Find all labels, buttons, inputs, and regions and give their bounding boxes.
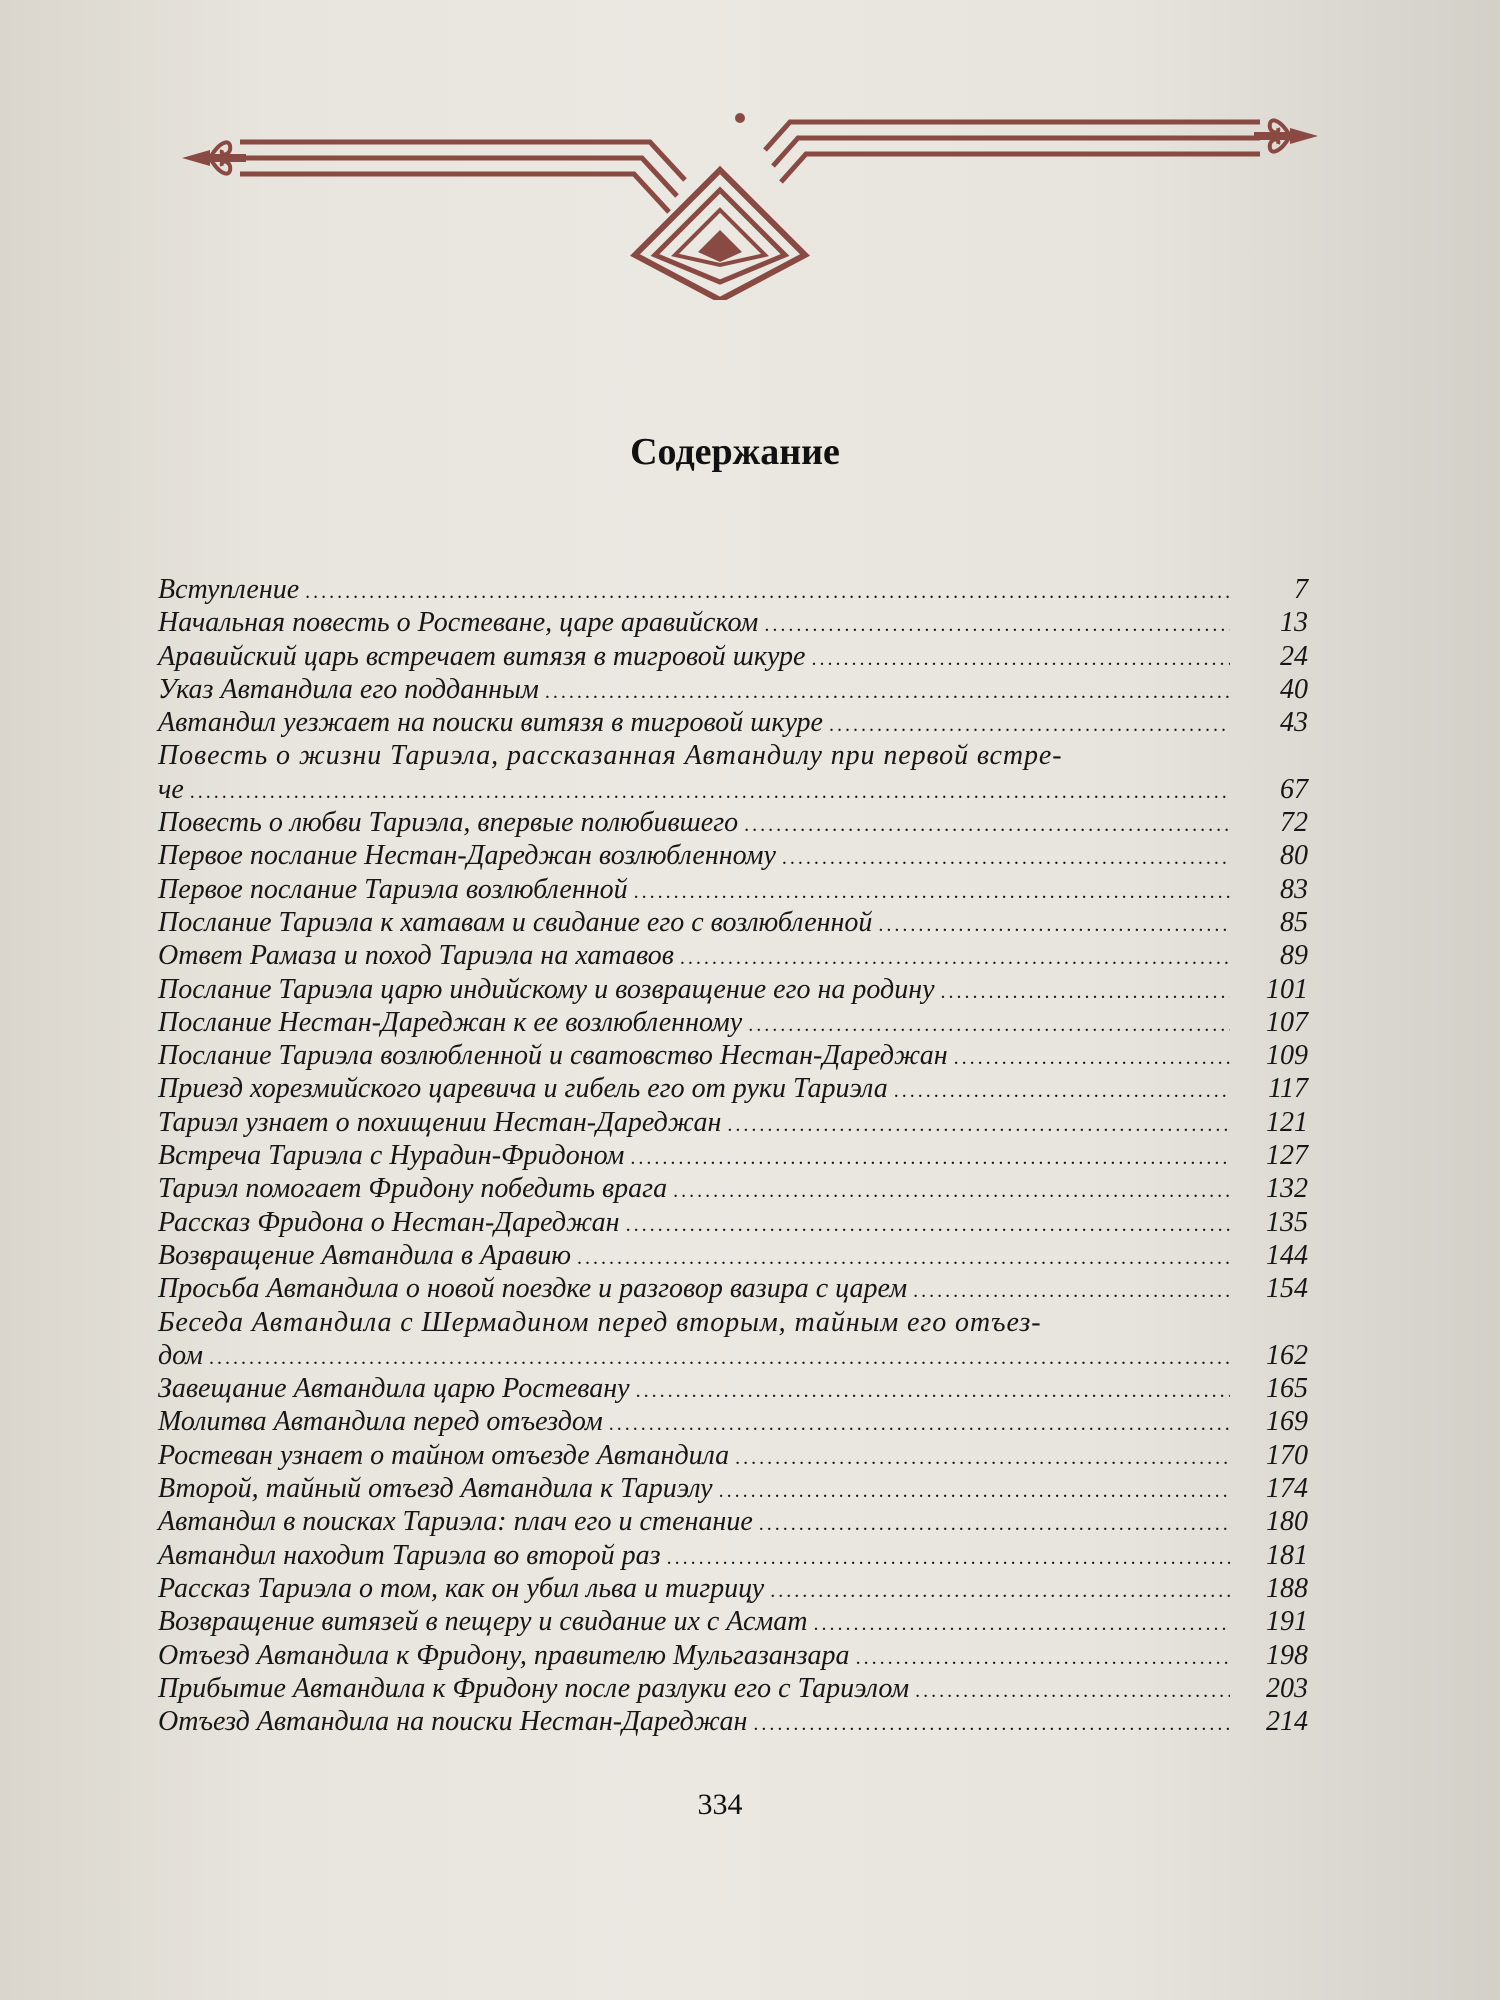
toc-entry-title-line2: дом (158, 1339, 203, 1371)
toc-entry (158, 906, 1308, 939)
toc-entry-page: 203 (1266, 1672, 1308, 1704)
dot-leader (894, 1075, 1230, 1108)
dot-leader (856, 1642, 1230, 1675)
toc-entry (158, 673, 1308, 706)
toc-entry (158, 1539, 1308, 1572)
toc-entry (158, 1139, 1308, 1172)
dot-leader (630, 1142, 1230, 1175)
toc-entry (158, 939, 1308, 972)
toc-entry-title: Приезд хорезмийского царевича и гибель его от руки Тариэла (158, 1073, 888, 1105)
toc-entry (158, 640, 1308, 673)
toc-entry (158, 1439, 1308, 1472)
toc-entry-title: Автандил уезжает на поиски витязя в тигровой шкуре (158, 707, 823, 739)
toc-entry-title: Автандил находит Тариэла во второй раз (158, 1539, 661, 1571)
toc-entry-title: Просьба Автандила о новой поездке и разговор вазира с царем (158, 1273, 908, 1305)
toc-entry-page: 43 (1280, 707, 1308, 739)
toc-entry-title: Указ Автандила его подданным (158, 673, 539, 705)
toc-entry (158, 1239, 1308, 1272)
dot-leader (744, 809, 1230, 842)
toc-entry-title: Послание Тариэла царю индийскому и возвращение его на родину (158, 973, 935, 1005)
toc-entry-page: 188 (1266, 1572, 1308, 1604)
toc-entry (158, 1505, 1308, 1538)
toc-entry-page: 132 (1266, 1173, 1308, 1205)
page-number: 334 (697, 1788, 743, 1821)
toc-entry (158, 873, 1308, 906)
toc-entry (158, 573, 1308, 606)
dot-leader (753, 1708, 1230, 1741)
toc-entry-page: 83 (1280, 873, 1308, 905)
toc-entry-page: 121 (1266, 1106, 1308, 1138)
toc-entry-title: Повесть о любви Тариэла, впервые полюбившего (158, 807, 739, 839)
dot-leader (764, 609, 1230, 642)
toc-entry (158, 706, 1308, 739)
toc-entry-title: Тариэл помогает Фридону победить врага (158, 1173, 668, 1205)
toc-entry (158, 1372, 1308, 1405)
toc-entry-page: 89 (1280, 940, 1308, 972)
toc-entry-page: 214 (1266, 1706, 1308, 1738)
toc-entry-title: Ростеван узнает о тайном отъезде Автандила (158, 1439, 730, 1471)
toc-entry-page: 101 (1266, 973, 1308, 1005)
toc-entry (158, 1705, 1308, 1738)
toc-entry-title: Завещание Автандила царю Ростевану (158, 1373, 630, 1405)
dot-leader (680, 942, 1230, 975)
dot-leader (814, 1608, 1231, 1641)
dot-leader (915, 1675, 1230, 1708)
toc-entry (158, 1206, 1308, 1239)
toc-entry-title: Послание Тариэла возлюбленной и сватовство Нестан-Дареджан (158, 1040, 948, 1072)
toc-entry-title: Начальная повесть о Ростеване, царе аравийском (158, 607, 759, 639)
toc-entry-title: Возвращение витязей в пещеру и свидание их с Асмат (158, 1606, 808, 1638)
toc-entry-title: Послание Тариэла к хатавам и свидание его с возлюбленной (158, 906, 873, 938)
toc-entry-page: 165 (1266, 1373, 1308, 1405)
toc-entry-page: 127 (1266, 1140, 1308, 1172)
toc-entry (158, 739, 1308, 806)
dot-leader (941, 976, 1230, 1009)
toc-entry (158, 606, 1308, 639)
toc-entry-title: Рассказ Фридона о Нестан-Дареджан (158, 1206, 620, 1238)
toc-entry-page: 181 (1266, 1539, 1308, 1571)
dot-leader (748, 1009, 1230, 1042)
toc-entry-page: 7 (1294, 574, 1308, 605)
toc-entry-page: 198 (1266, 1639, 1308, 1671)
toc-entry-title: Рассказ Тариэла о том, как он убил льва и тигрицу (158, 1572, 765, 1604)
dot-leader (719, 1475, 1230, 1508)
toc-entry (158, 1072, 1308, 1105)
dot-leader (759, 1508, 1230, 1541)
toc-entry (158, 1106, 1308, 1139)
dot-leader (209, 1342, 1230, 1375)
dot-leader (577, 1242, 1230, 1275)
toc-entry-title: Отъезд Автандила на поиски Нестан-Дареджан (158, 1706, 748, 1738)
toc-entry-page: 174 (1266, 1473, 1308, 1505)
toc-entry-title: Отъезд Автандила к Фридону, правителю Мульгазанзара (158, 1639, 850, 1671)
toc-entry (158, 1405, 1308, 1438)
toc-entry-title: Тариэл узнает о похищении Нестан-Дареджан (158, 1106, 722, 1138)
dot-leader (878, 909, 1230, 942)
toc-entry (158, 1306, 1308, 1373)
toc-entry-title: Вступление (158, 574, 300, 605)
toc-entry-page: 72 (1280, 807, 1308, 839)
toc-entry-page: 169 (1266, 1406, 1308, 1438)
dot-leader (634, 876, 1230, 909)
dot-leader (609, 1408, 1230, 1441)
dot-leader (636, 1375, 1230, 1408)
toc-entry-page: 117 (1268, 1073, 1308, 1105)
toc-entry (158, 1039, 1308, 1072)
toc-entry-title-line2: че (158, 773, 184, 805)
toc-entry-title: Автандил в поисках Тариэла: плач его и стенание (158, 1506, 753, 1538)
toc-entry-page: 170 (1266, 1439, 1308, 1471)
toc-entry (158, 1605, 1308, 1638)
page-title: Содержание (630, 431, 840, 473)
toc-entry (158, 1172, 1308, 1205)
dot-leader (770, 1575, 1230, 1608)
toc-entry-page: 135 (1266, 1206, 1308, 1238)
toc-entry-page: 67 (1280, 773, 1308, 805)
toc-entry (158, 839, 1308, 872)
toc-entry-title: Ответ Рамаза и поход Тариэла на хатавов (158, 940, 674, 972)
toc-entry-page: 13 (1280, 607, 1308, 639)
dot-leader (626, 1209, 1230, 1242)
table-of-contents (158, 573, 1308, 1738)
dot-leader (913, 1275, 1230, 1308)
toc-entry (158, 1272, 1308, 1305)
toc-entry-page: 109 (1266, 1040, 1308, 1072)
dot-leader (545, 676, 1230, 709)
toc-entry-title-line1: Повесть о жизни Тариэла, рассказанная Автандилу при первой встре- (158, 740, 1063, 772)
toc-entry-title: Возвращение Автандила в Аравию (158, 1239, 571, 1271)
toc-entry-page: 162 (1266, 1339, 1308, 1371)
toc-entry-page: 180 (1266, 1506, 1308, 1538)
dot-leader (727, 1109, 1230, 1142)
dot-leader (673, 1175, 1230, 1208)
toc-entry-page: 107 (1266, 1006, 1308, 1038)
toc-entry-title: Молитва Автандила перед отъездом (158, 1406, 603, 1438)
toc-entry (158, 1572, 1308, 1605)
dot-leader (829, 709, 1230, 742)
toc-entry-page: 191 (1266, 1606, 1308, 1638)
toc-entry-page: 80 (1280, 840, 1308, 872)
toc-entry-title-line1: Беседа Автандила с Шермадином перед вторым, тайным его отъез- (158, 1306, 1042, 1338)
decorative-ornament (180, 110, 1320, 300)
dot-leader (811, 643, 1230, 676)
dot-leader (305, 576, 1230, 609)
dot-leader (190, 776, 1230, 809)
toc-entry (158, 1472, 1308, 1505)
toc-entry-page: 154 (1266, 1273, 1308, 1305)
toc-entry-title: Второй, тайный отъезд Автандила к Тариэлу (158, 1473, 713, 1505)
toc-entry-page: 144 (1266, 1239, 1308, 1271)
dot-leader (782, 842, 1230, 875)
toc-entry (158, 1639, 1308, 1672)
dot-leader (954, 1042, 1230, 1075)
toc-entry-title: Первое послание Тариэла возлюбленной (158, 873, 628, 905)
toc-entry-title: Первое послание Нестан-Дареджан возлюбленному (158, 840, 776, 872)
toc-entry-page: 24 (1280, 640, 1308, 672)
dot-leader (735, 1442, 1230, 1475)
toc-entry (158, 806, 1308, 839)
toc-entry (158, 1672, 1308, 1705)
toc-entry (158, 973, 1308, 1006)
toc-entry-title: Послание Нестан-Дареджан к ее возлюбленному (158, 1006, 743, 1038)
toc-entry-page: 40 (1280, 673, 1308, 705)
toc-entry-title: Аравийский царь встречает витязя в тигровой шкуре (158, 640, 806, 672)
toc-entry-title: Встреча Тариэла с Нурадин-Фридоном (158, 1140, 625, 1172)
toc-entry-title: Прибытие Автандила к Фридону после разлуки его с Тариэлом (158, 1672, 910, 1704)
toc-entry (158, 1006, 1308, 1039)
dot-leader (667, 1542, 1230, 1575)
toc-entry-page: 85 (1280, 906, 1308, 938)
